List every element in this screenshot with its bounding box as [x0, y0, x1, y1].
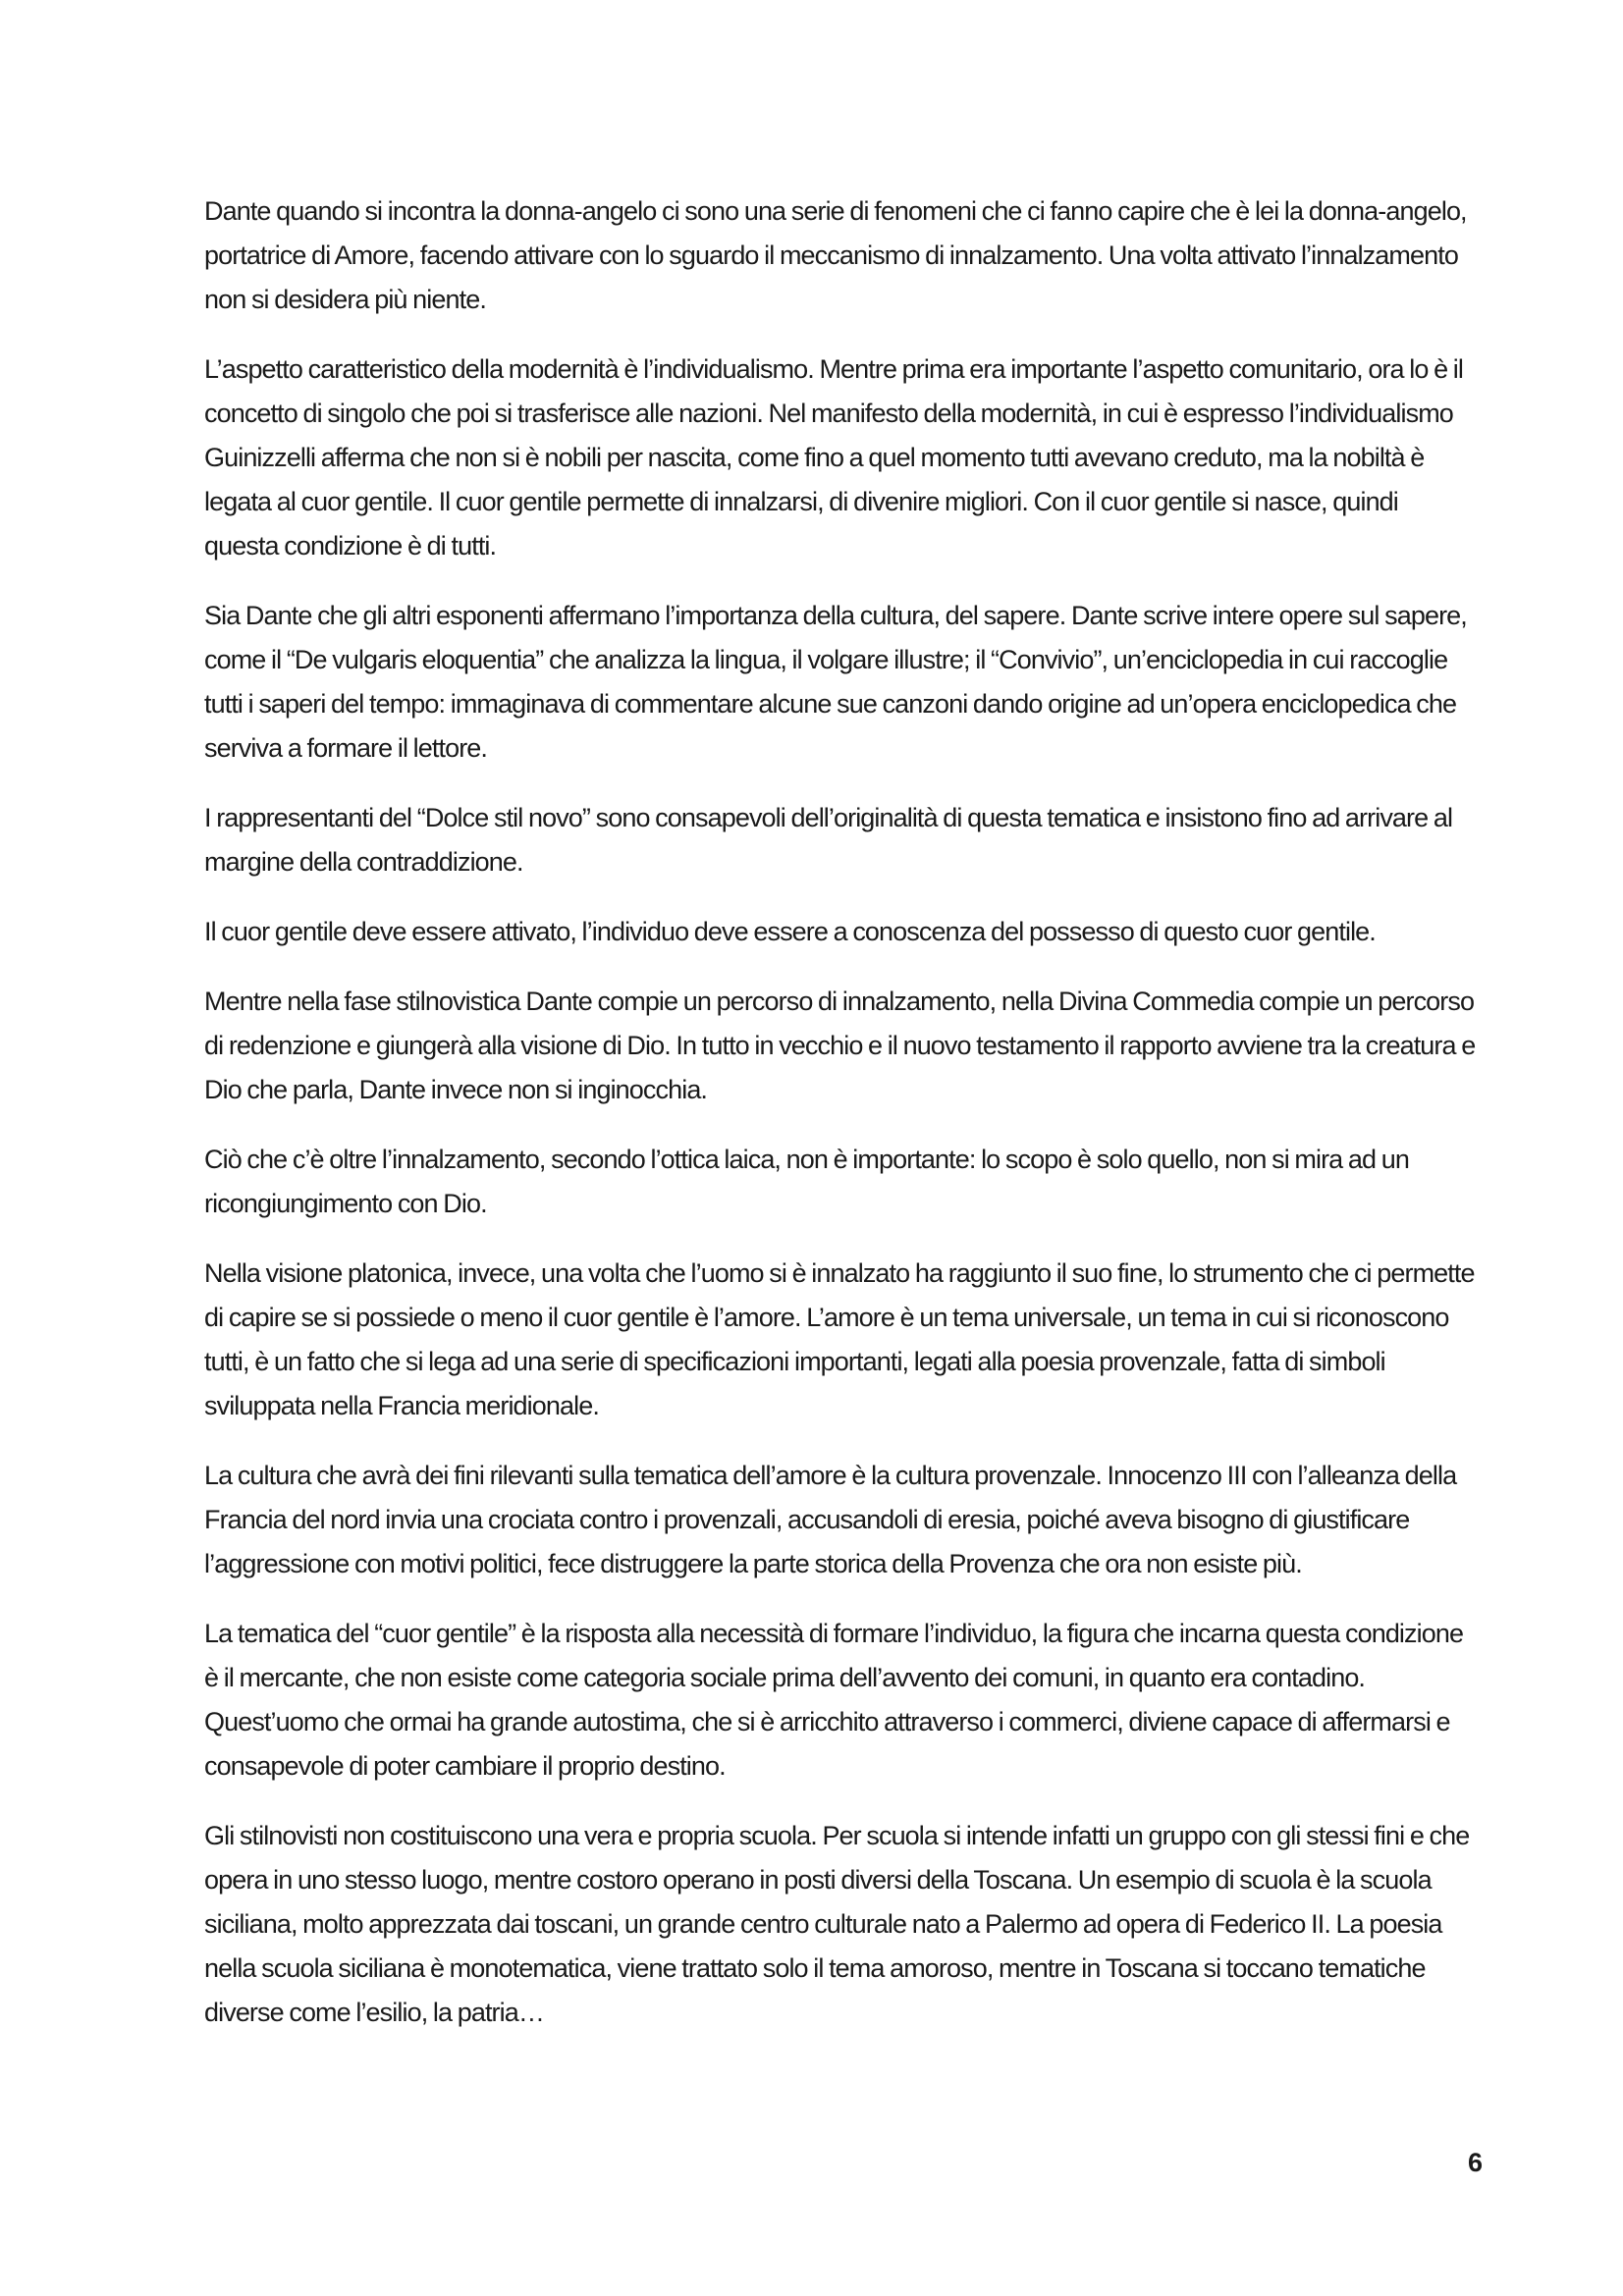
paragraph: L’aspetto caratteristico della modernità è l’individualismo. Mentre prima era importante l’aspetto comunitario, ora lo è il concetto di singolo che poi si trasferisce alle nazioni. Nel manifesto della modernità, in cui è espresso l’individualismo Guinizzelli afferma che non si è nobili per nascita, come fino a quel momento tutti avevano creduto, ma la nobiltà è legata al cuor gentile. Il cuor gentile permette di innalzarsi, di divenire migliori. Con il cuor gentile si nasce, quindi questa condizione è di tutti.: [204, 354, 1463, 561]
paragraph: La tematica del “cuor gentile” è la risposta alla necessità di formare l’individuo, la figura che incarna questa condizione è il mercante, che non esiste come categoria sociale prima dell’avvento dei comuni, in quanto era contadino. Quest’uomo che ormai ha grande autostima, che si è arricchito attraverso i commerci, diviene capace di affermarsi e consapevole di poter cambiare il proprio destino.: [204, 1619, 1464, 1781]
paragraph: Dante quando si incontra la donna-angelo ci sono una serie di fenomeni che ci fanno capire che è lei la donna-angelo, portatrice di Amore, facendo attivare con lo sguardo il meccanismo di innalzamento. Una volta attivato l’innalzamento non si desidera più niente.: [204, 196, 1467, 314]
page-number: 6: [1467, 2148, 1483, 2177]
page-body: [204, 189, 1476, 2060]
paragraph: Il cuor gentile deve essere attivato, l’individuo deve essere a conoscenza del possesso di questo cuor gentile.: [204, 917, 1376, 946]
paragraph: Gli stilnovisti non costituiscono una vera e propria scuola. Per scuola si intende infatti un gruppo con gli stessi fini e che opera in uno stesso luogo, mentre costoro operano in posti diversi della Toscana. Un esempio di scuola è la scuola siciliana, molto apprezzata dai toscani, un grande centro culturale nato a Palermo ad opera di Federico II. La poesia nella scuola siciliana è monotematica, viene trattato solo il tema amoroso, mentre in Toscana si toccano tematiche diverse come l’esilio, la patria…: [204, 1821, 1470, 2027]
paragraph: Sia Dante che gli altri esponenti affermano l’importanza della cultura, del sapere. Dante scrive intere opere sul sapere, come il “De vulgaris eloquentia” che analizza la lingua, il volgare illustre; il “Convivio”, un’enciclopedia in cui raccoglie tutti i saperi del tempo: immaginava di commentare alcune sue canzoni dando origine ad un’opera enciclopedica che serviva a formare il lettore.: [204, 601, 1467, 763]
paragraph: La cultura che avrà dei fini rilevanti sulla tematica dell’amore è la cultura provenzale. Innocenzo III con l’alleanza della Francia del nord invia una crociata contro i provenzali, accusandoli di eresia, poiché aveva bisogno di giustificare l’aggressione con motivi politici, fece distruggere la parte storica della Provenza che ora non esiste più.: [204, 1461, 1457, 1578]
paragraph: I rappresentanti del “Dolce stil novo” sono consapevoli dell’originalità di questa tematica e insistono fino ad arrivare al margine della contraddizione.: [204, 803, 1453, 877]
paragraph: Ciò che c’è oltre l’innalzamento, secondo l’ottica laica, non è importante: lo scopo è solo quello, non si mira ad un ricongiungimento con Dio.: [204, 1145, 1409, 1218]
paragraph: Nella visione platonica, invece, una volta che l’uomo si è innalzato ha raggiunto il suo fine, lo strumento che ci permette di capire se si possiede o meno il cuor gentile è l’amore. L’amore è un tema universale, un tema in cui si riconoscono tutti, è un fatto che si lega ad una serie di specificazioni importanti, legati alla poesia provenzale, fatta di simboli sviluppata nella Francia meridionale.: [204, 1258, 1475, 1420]
paragraph: Mentre nella fase stilnovistica Dante compie un percorso di innalzamento, nella Divina Commedia compie un percorso di redenzione e giungerà alla visione di Dio. In tutto in vecchio e il nuovo testamento il rapporto avviene tra la creatura e Dio che parla, Dante invece non si inginocchia.: [204, 987, 1476, 1104]
